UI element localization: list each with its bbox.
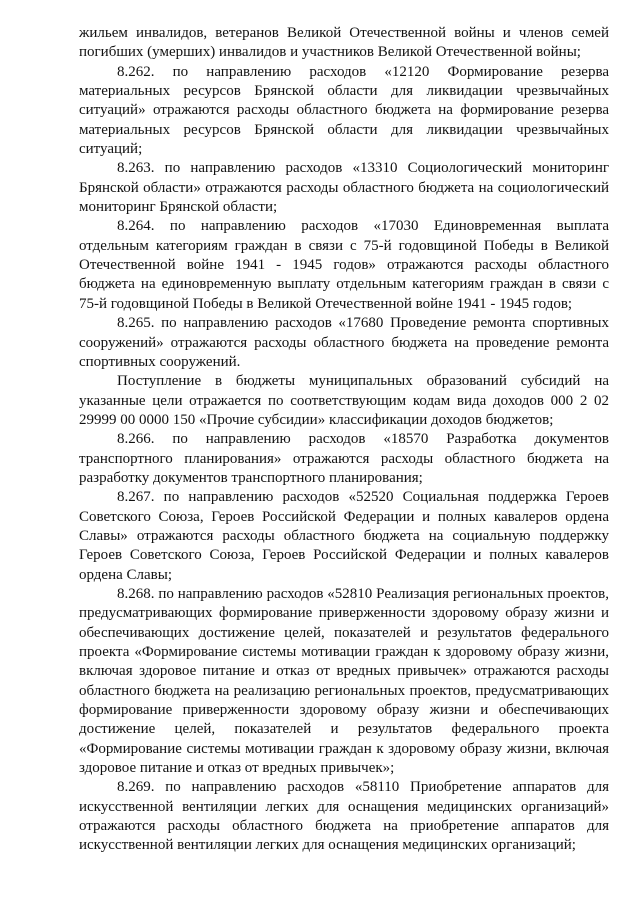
paragraph-8-266: 8.266. по направлению расходов «18570 Разработка документов транспортного планирования» отражаются расходы областного бюджета на разработку документов транспортного планирования; — [79, 431, 609, 486]
paragraph-8-269: 8.269. по направлению расходов «58110 Приобретение аппаратов для искусственной вентиляции легких для оснащения медицинских организаций» отражаются расходы областного бюджета на приобретение аппаратов для искусственной вентиляции легких для оснащения медицинских организаций; — [79, 779, 609, 854]
paragraph-8-268: 8.268. по направлению расходов «52810 Реализация региональных проектов, предусматривающих формирование приверженности здоровому образу жизни и обеспечивающих достижение целей, показателей и результатов федерального проекта «Формирование системы мотивации граждан к здоровому образу жизни, включая здоровое питание и отказ от вредных привычек» отражаются расходы областного бюджета на реализацию региональных проектов, предусматривающих формирование приверженности здоровому образу жизни и обеспечивающих достижение целей, показателей и результатов федерального проекта «Формирование системы мотивации граждан к здоровому образу жизни, включая здоровое питание и отказ от вредных привычек»; — [79, 585, 609, 777]
paragraph-8-264: 8.264. по направлению расходов «17030 Единовременная выплата отдельным категориям граждан в связи с 75-й годовщиной Победы в Великой Отечественной войне 1941 - 1945 годов» отражаются расходы областного бюджета на единовременную выплату отдельным категориям граждан в связи с 75-й годовщиной Победы в Великой Отечественной войне 1941 - 1945 годов; — [79, 218, 609, 312]
paragraph-8-265: 8.265. по направлению расходов «17680 Проведение ремонта спортивных сооружений» отражаются расходы областного бюджета на проведение ремонта спортивных сооружений. — [79, 315, 609, 370]
paragraph-8-267: 8.267. по направлению расходов «52520 Социальная поддержка Героев Советского Союза, Героев Российской Федерации и полных кавалеров ордена Славы» отражаются расходы областного бюджета на социальную поддержку Героев Советского Союза, Героев Российской Федерации и полных кавалеров ордена Славы; — [79, 489, 609, 583]
paragraph-continuation: жильем инвалидов, ветеранов Великой Отечественной войны и членов семей погибших (умерших) инвалидов и участников Великой Отечественной войны; — [79, 25, 609, 61]
paragraph-subsidies-note: Поступление в бюджеты муниципальных образований субсидий на указанные цели отражается по соответствующим кодам вида доходов 000 2 02 29999 00 0000 150 «Прочие субсидии» классификации доходов бюджетов; — [79, 373, 609, 428]
paragraph-8-263: 8.263. по направлению расходов «13310 Социологический мониторинг Брянской области» отражаются расходы областного бюджета на социологический мониторинг Брянской области; — [79, 160, 609, 216]
document-page — [79, 24, 609, 856]
paragraph-8-262: 8.262. по направлению расходов «12120 Формирование резерва материальных ресурсов Брянской области для ликвидации чрезвычайных ситуаций» отражаются расходы областного бюджета на формирование резерва материальных ресурсов Брянской области для ликвидации чрезвычайных ситуаций; — [79, 63, 609, 158]
